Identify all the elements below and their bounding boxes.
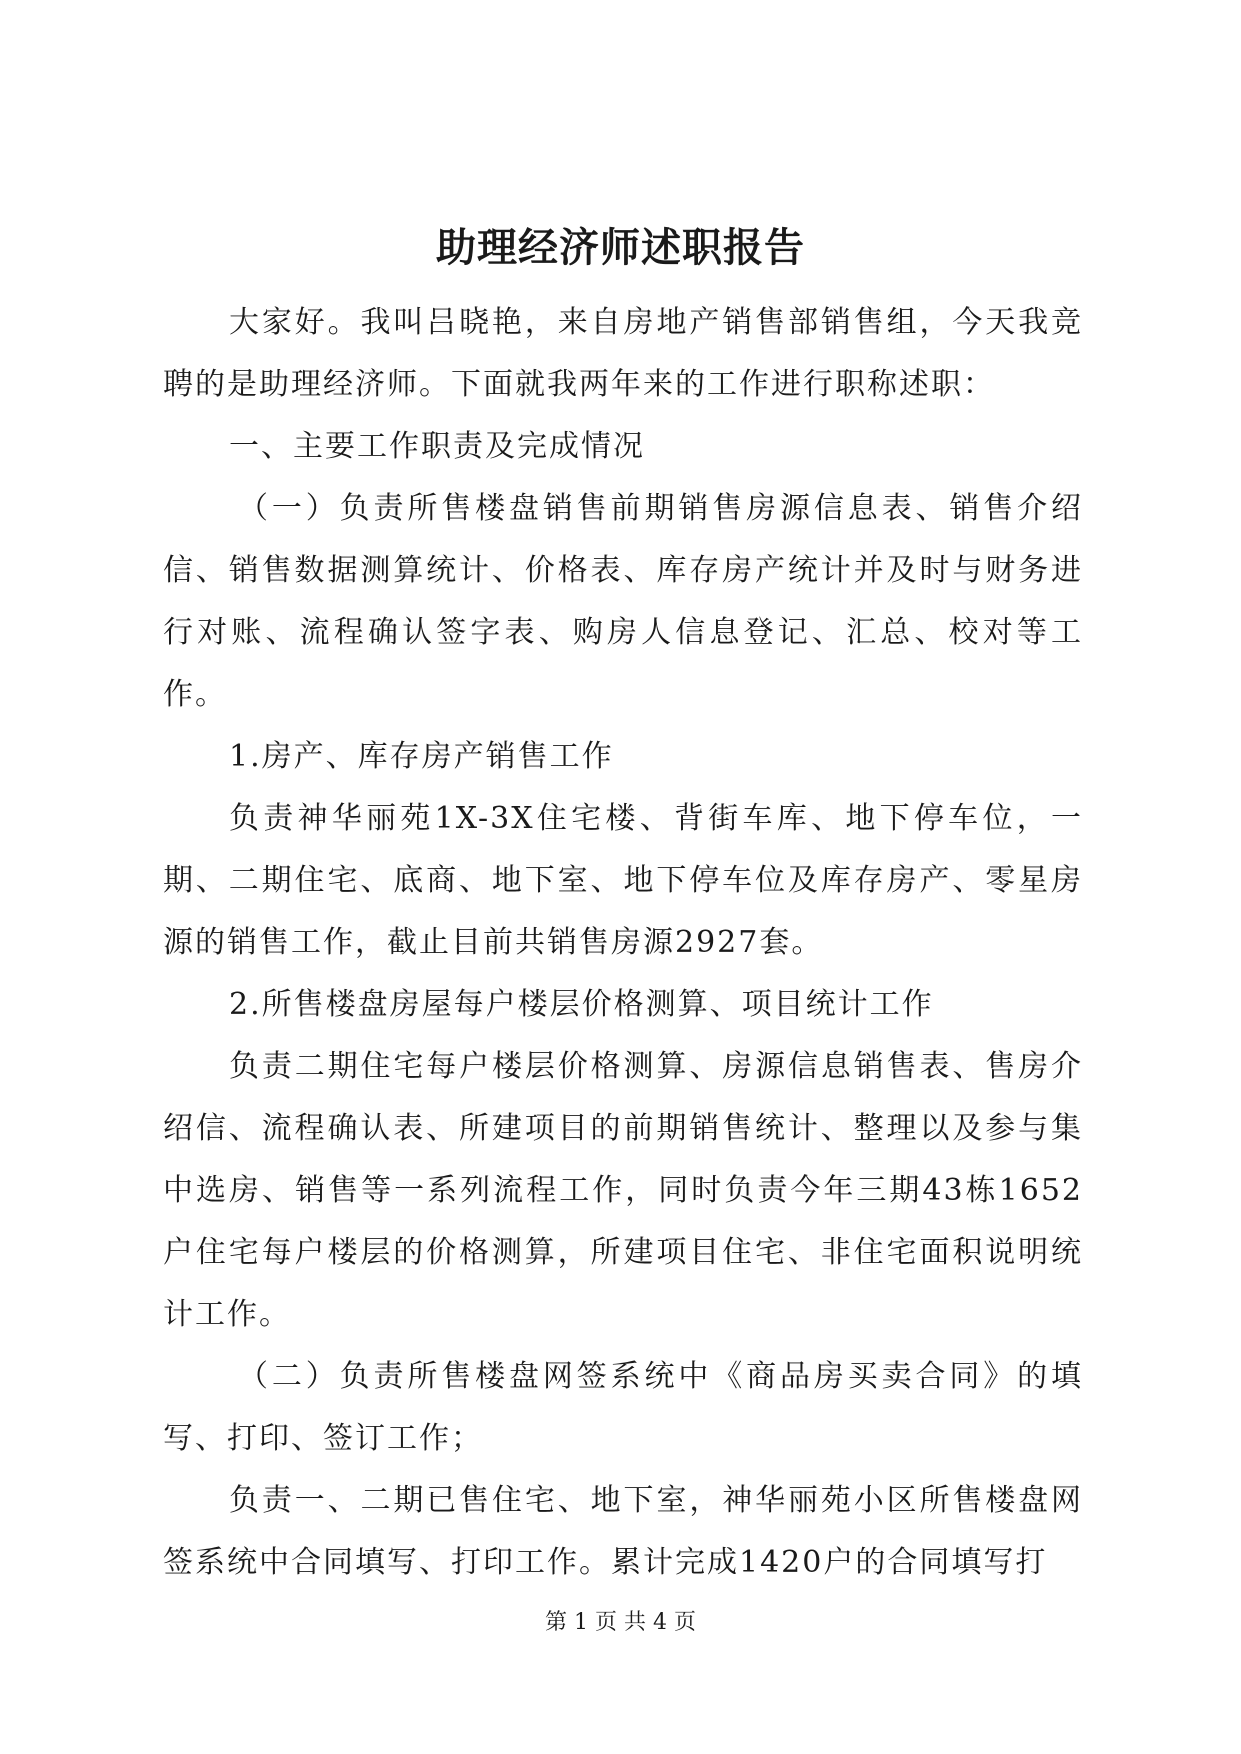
- subheading-2: 2.所售楼盘房屋每户楼层价格测算、项目统计工作: [229, 987, 934, 1022]
- paragraph-duty-2: （二）负责所售楼盘网签系统中《商品房买卖合同》的填写、打印、签订工作；: [163, 1359, 1083, 1456]
- paragraph-pricing: 负责二期住宅每户楼层价格测算、房源信息销售表、售房介绍信、流程确认表、所建项目的前期销售统计、整理以及参与集中选房、销售等一系列流程工作，同时负责今年三期43栋1652户住宅每户楼层的价格测算，所建项目住宅、非住宅面积说明统计工作。: [163, 1049, 1083, 1332]
- document-body: [163, 292, 1083, 1594]
- paragraph-greeting: 大家好。我叫吕晓艳，来自房地产销售部销售组，今天我竞聘的是助理经济师。下面就我两年来的工作进行职称述职：: [163, 305, 1083, 402]
- subheading-1: 1.房产、库存房产销售工作: [229, 739, 614, 774]
- page-footer: 第 1 页 共 4 页: [545, 1610, 696, 1635]
- paragraph-contracts: 负责一、二期已售住宅、地下室，神华丽苑小区所售楼盘网签系统中合同填写、打印工作。累计完成1420户的合同填写打: [163, 1483, 1083, 1580]
- section-heading-1: 一、主要工作职责及完成情况: [229, 429, 645, 464]
- paragraph-sales: 负责神华丽苑1X-3X住宅楼、背街车库、地下停车位，一期、二期住宅、底商、地下室、地下停车位及库存房产、零星房源的销售工作，截止目前共销售房源2927套。: [163, 801, 1083, 960]
- document-title: 助理经济师述职报告: [436, 224, 805, 271]
- paragraph-duty-1: （一）负责所售楼盘销售前期销售房源信息表、销售介绍信、销售数据测算统计、价格表、库存房产统计并及时与财务进行对账、流程确认签字表、购房人信息登记、汇总、校对等工作。: [163, 491, 1083, 712]
